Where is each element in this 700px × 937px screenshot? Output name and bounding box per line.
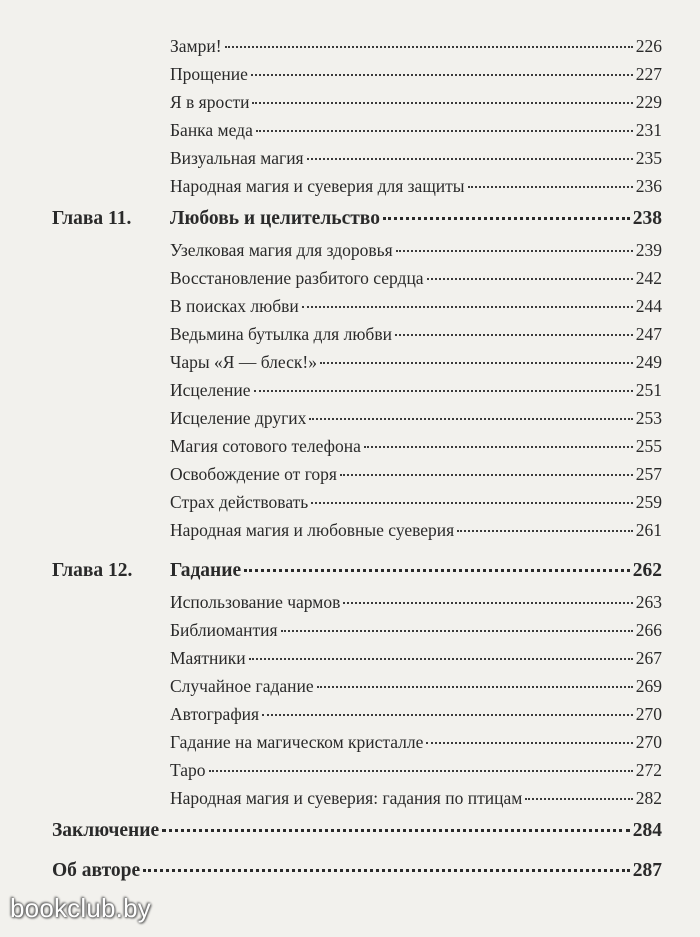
toc-entry-title: Магия сотового телефона bbox=[170, 436, 361, 456]
toc-entry bbox=[170, 92, 662, 118]
toc-chapter-entry bbox=[52, 560, 662, 590]
watermark: bookclub.by bbox=[10, 893, 151, 923]
page-number: 247 bbox=[635, 324, 662, 344]
page-number: 282 bbox=[635, 788, 662, 808]
page-number: 253 bbox=[635, 408, 662, 428]
dot-leader bbox=[209, 770, 633, 772]
page-number: 269 bbox=[635, 676, 662, 696]
dot-leader bbox=[225, 46, 633, 48]
dot-leader bbox=[320, 362, 633, 364]
dot-leader bbox=[307, 158, 633, 160]
toc-entry bbox=[170, 408, 662, 434]
toc-entry-title: Таро bbox=[170, 760, 206, 780]
toc-entry bbox=[170, 676, 662, 702]
toc-entry-title: Чары «Я — блеск!» bbox=[170, 352, 317, 372]
toc-entry bbox=[170, 760, 662, 786]
toc-entry bbox=[170, 732, 662, 758]
page-number: 229 bbox=[635, 92, 662, 112]
toc-entry-title: Народная магия и суеверия для защиты bbox=[170, 176, 465, 196]
page-number: 244 bbox=[635, 296, 662, 316]
toc-chapter-entry bbox=[52, 208, 662, 238]
toc-entry-title: Замри! bbox=[170, 36, 222, 56]
dot-leader bbox=[143, 869, 630, 872]
chapter-label: Глава 12. bbox=[52, 560, 133, 581]
page-number: 231 bbox=[635, 120, 662, 140]
page-number: 272 bbox=[635, 760, 662, 780]
page-number: 226 bbox=[635, 36, 662, 56]
toc-entry-title: Гадание на магическом кристалле bbox=[170, 732, 424, 752]
toc-entry-title: Исцеление других bbox=[170, 408, 307, 428]
toc-entry bbox=[170, 436, 662, 462]
toc-entry-title: Гадание bbox=[170, 560, 242, 581]
toc-entry bbox=[170, 268, 662, 294]
page-number: 257 bbox=[635, 464, 662, 484]
dot-leader bbox=[364, 446, 633, 448]
page-number: 267 bbox=[635, 648, 662, 668]
page-number: 270 bbox=[635, 704, 662, 724]
toc-entry-title: Банка меда bbox=[170, 120, 253, 140]
dot-leader bbox=[427, 278, 633, 280]
toc-entry-title: Об авторе bbox=[52, 860, 141, 881]
page-number: 270 bbox=[635, 732, 662, 752]
toc-entry-title: Заключение bbox=[52, 820, 160, 841]
toc-entry-title: Любовь и целительство bbox=[170, 208, 380, 229]
dot-leader bbox=[457, 530, 633, 532]
toc-entry-title: Автография bbox=[170, 704, 260, 724]
toc-entry-title: Исцеление bbox=[170, 380, 251, 400]
toc-entry bbox=[170, 240, 662, 266]
toc-entry bbox=[170, 464, 662, 490]
toc-entry-title: Библиомантия bbox=[170, 620, 278, 640]
toc-entry bbox=[170, 148, 662, 174]
dot-leader bbox=[426, 742, 632, 744]
dot-leader bbox=[256, 130, 633, 132]
toc-entry-title: Узелковая магия для здоровья bbox=[170, 240, 393, 260]
page-number: 266 bbox=[635, 620, 662, 640]
toc-entry-title: Страх действовать bbox=[170, 492, 309, 512]
toc-entry bbox=[170, 620, 662, 646]
dot-leader bbox=[468, 186, 633, 188]
dot-leader bbox=[244, 569, 630, 572]
toc-entry-title: Случайное гадание bbox=[170, 676, 314, 696]
dot-leader bbox=[162, 829, 630, 832]
page-number: 261 bbox=[635, 520, 662, 540]
dot-leader bbox=[340, 474, 633, 476]
toc-entry-title: Использование чармов bbox=[170, 592, 341, 612]
page-number: 238 bbox=[632, 208, 662, 229]
toc-entry bbox=[170, 36, 662, 62]
page-number: 236 bbox=[635, 176, 662, 196]
toc-entry-title: Восстановление разбитого сердца bbox=[170, 268, 424, 288]
dot-leader bbox=[252, 102, 632, 104]
dot-leader bbox=[251, 74, 633, 76]
page-number: 249 bbox=[635, 352, 662, 372]
dot-leader bbox=[317, 686, 633, 688]
page-number: 251 bbox=[635, 380, 662, 400]
dot-leader bbox=[383, 217, 630, 220]
toc-entry bbox=[170, 788, 662, 814]
toc-entry bbox=[170, 648, 662, 674]
page-number: 262 bbox=[632, 560, 662, 581]
toc-entry bbox=[170, 492, 662, 518]
toc-entry bbox=[170, 520, 662, 546]
dot-leader bbox=[395, 334, 633, 336]
toc-entry bbox=[170, 176, 662, 202]
toc-entry-title: Визуальная магия bbox=[170, 148, 304, 168]
dot-leader bbox=[281, 630, 633, 632]
page-number: 259 bbox=[635, 492, 662, 512]
page-number: 255 bbox=[635, 436, 662, 456]
toc-entry-title: Ведьмина бутылка для любви bbox=[170, 324, 392, 344]
toc-entry bbox=[170, 704, 662, 730]
toc-chapter-entry bbox=[52, 820, 662, 850]
toc-entry-title: В поисках любви bbox=[170, 296, 299, 316]
toc-entry bbox=[170, 380, 662, 406]
dot-leader bbox=[525, 798, 632, 800]
toc-chapter-entry bbox=[52, 860, 662, 890]
dot-leader bbox=[343, 602, 632, 604]
toc-entry bbox=[170, 296, 662, 322]
toc-entry-title: Народная магия и любовные суеверия bbox=[170, 520, 455, 540]
dot-leader bbox=[249, 658, 633, 660]
toc-entry-title: Прощение bbox=[170, 64, 248, 84]
toc-entry bbox=[170, 120, 662, 146]
chapter-label: Глава 11. bbox=[52, 208, 132, 229]
dot-leader bbox=[309, 418, 632, 420]
page-number: 284 bbox=[632, 820, 662, 841]
dot-leader bbox=[262, 714, 633, 716]
toc-entry bbox=[170, 64, 662, 90]
toc-entry-title: Народная магия и суеверия: гадания по птицам bbox=[170, 788, 523, 808]
page-number: 242 bbox=[635, 268, 662, 288]
page-number: 287 bbox=[632, 860, 662, 881]
dot-leader bbox=[311, 502, 632, 504]
toc-entry bbox=[170, 324, 662, 350]
toc-entry-title: Маятники bbox=[170, 648, 246, 668]
dot-leader bbox=[254, 390, 633, 392]
toc-entry bbox=[170, 352, 662, 378]
toc-entry-title: Освобождение от горя bbox=[170, 464, 337, 484]
toc-entry-title: Я в ярости bbox=[170, 92, 250, 112]
page-number: 235 bbox=[635, 148, 662, 168]
page-number: 227 bbox=[635, 64, 662, 84]
dot-leader bbox=[396, 250, 633, 252]
toc-entry bbox=[170, 592, 662, 618]
page-number: 239 bbox=[635, 240, 662, 260]
dot-leader bbox=[302, 306, 633, 308]
page-number: 263 bbox=[635, 592, 662, 612]
